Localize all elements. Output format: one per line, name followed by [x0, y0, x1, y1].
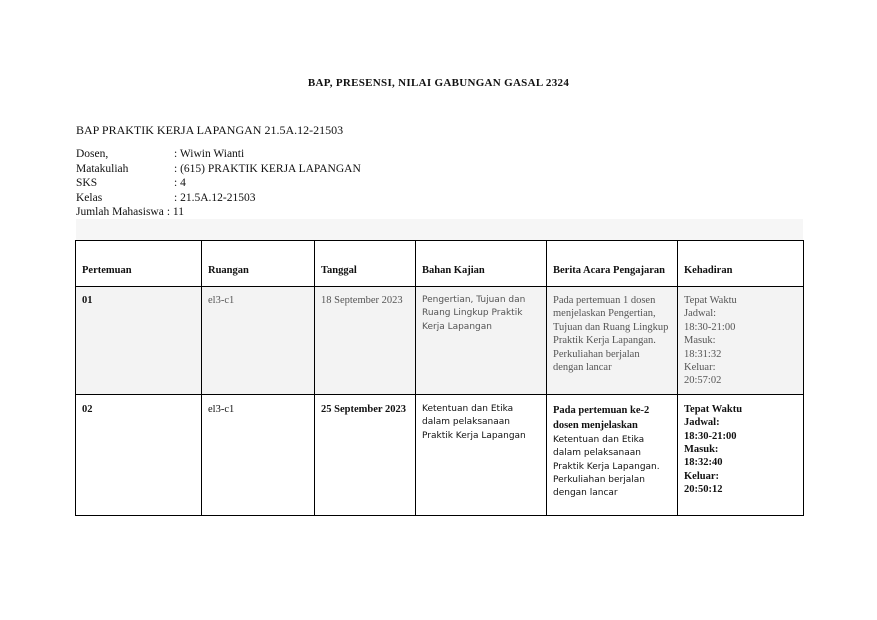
berita-acara-lead: Pada pertemuan ke-2 dosen menjelaskan — [553, 404, 650, 431]
kehadiran-jadwal-label: Jadwal: — [684, 308, 717, 320]
meta-value: : 4 — [174, 177, 186, 190]
cell-berita-acara — [547, 394, 678, 515]
table-row — [76, 287, 804, 395]
cell-kehadiran — [678, 287, 804, 395]
kehadiran-keluar: 20:50:12 — [684, 484, 723, 496]
cell-berita-acara: Pada pertemuan 1 dosen menjelaskan Pengertian, Tujuan dan Ruang Lingkup Praktik Kerja Lapangan. Perkuliahan berjalan dengan lancar — [547, 287, 678, 395]
bap-table — [75, 240, 804, 516]
kehadiran-jadwal: 18:30-21:00 — [684, 321, 736, 333]
kehadiran-masuk: 18:32:40 — [684, 457, 723, 469]
meta-label: Dosen, — [76, 148, 109, 160]
cell-bahan-kajian: Ketentuan dan Etika dalam pelaksanaan Praktik Kerja Lapangan — [416, 394, 547, 515]
header-pertemuan: Pertemuan — [76, 241, 202, 287]
berita-acara-rest: Ketentuan dan Etika dalam pelaksanaan Praktik Kerja Lapangan. Perkuliahan berjalan dengan lancar — [553, 434, 660, 499]
meta-label: Jumlah Mahasiswa — [76, 206, 164, 219]
cell-tanggal: 25 September 2023 — [315, 394, 416, 515]
header-tanggal: Tanggal — [315, 241, 416, 287]
table-header-row — [76, 241, 804, 287]
cell-pertemuan: 02 — [76, 394, 202, 515]
kehadiran-masuk-label: Masuk: — [684, 335, 716, 347]
kehadiran-keluar-label: Keluar: — [684, 362, 716, 374]
meta-value: : Wiwin Wianti — [174, 148, 245, 160]
meta-dosen — [76, 147, 361, 162]
cell-ruangan: el3-c1 — [202, 287, 315, 395]
meta-label: SKS — [76, 177, 98, 190]
kehadiran-status: Tepat Waktu — [684, 295, 737, 306]
section-title: BAP PRAKTIK KERJA LAPANGAN 21.5A.12-21503 — [76, 123, 344, 137]
course-meta — [76, 147, 361, 220]
kehadiran-masuk: 18:31:32 — [684, 348, 722, 360]
meta-label: Matakuliah — [76, 162, 129, 175]
meta-value: : (615) PRAKTIK KERJA LAPANGAN — [174, 162, 361, 175]
meta-sks — [76, 176, 361, 191]
header-ruangan: Ruangan — [202, 241, 315, 287]
meta-value: : 11 — [166, 206, 184, 219]
meta-jumlah-mahasiswa — [76, 205, 361, 220]
cell-pertemuan: 01 — [76, 287, 202, 395]
kehadiran-jadwal: 18:30-21:00 — [684, 430, 737, 442]
meta-value: : 21.5A.12-21503 — [174, 191, 256, 204]
cell-ruangan: el3-c1 — [202, 394, 315, 515]
header-berita-acara: Berita Acara Pengajaran — [547, 241, 678, 287]
kehadiran-keluar: 20:57:02 — [684, 375, 722, 387]
shade-band — [76, 219, 803, 240]
document-title: BAP, PRESENSI, NILAI GABUNGAN GASAL 2324 — [307, 77, 570, 89]
kehadiran-masuk-label: Masuk: — [684, 444, 719, 456]
cell-bahan-kajian: Pengertian, Tujuan dan Ruang Lingkup Praktik Kerja Lapangan — [416, 287, 547, 395]
header-bahan-kajian: Bahan Kajian — [416, 241, 547, 287]
meta-matakuliah — [76, 162, 361, 177]
header-kehadiran: Kehadiran — [678, 241, 804, 287]
kehadiran-jadwal-label: Jadwal: — [684, 417, 720, 429]
cell-kehadiran — [678, 394, 804, 515]
table-row — [76, 394, 804, 515]
kehadiran-status: Tepat Waktu — [684, 403, 743, 415]
kehadiran-keluar-label: Keluar: — [684, 470, 719, 482]
meta-label: Kelas — [76, 191, 103, 204]
meta-kelas — [76, 191, 361, 206]
cell-tanggal: 18 September 2023 — [315, 287, 416, 395]
